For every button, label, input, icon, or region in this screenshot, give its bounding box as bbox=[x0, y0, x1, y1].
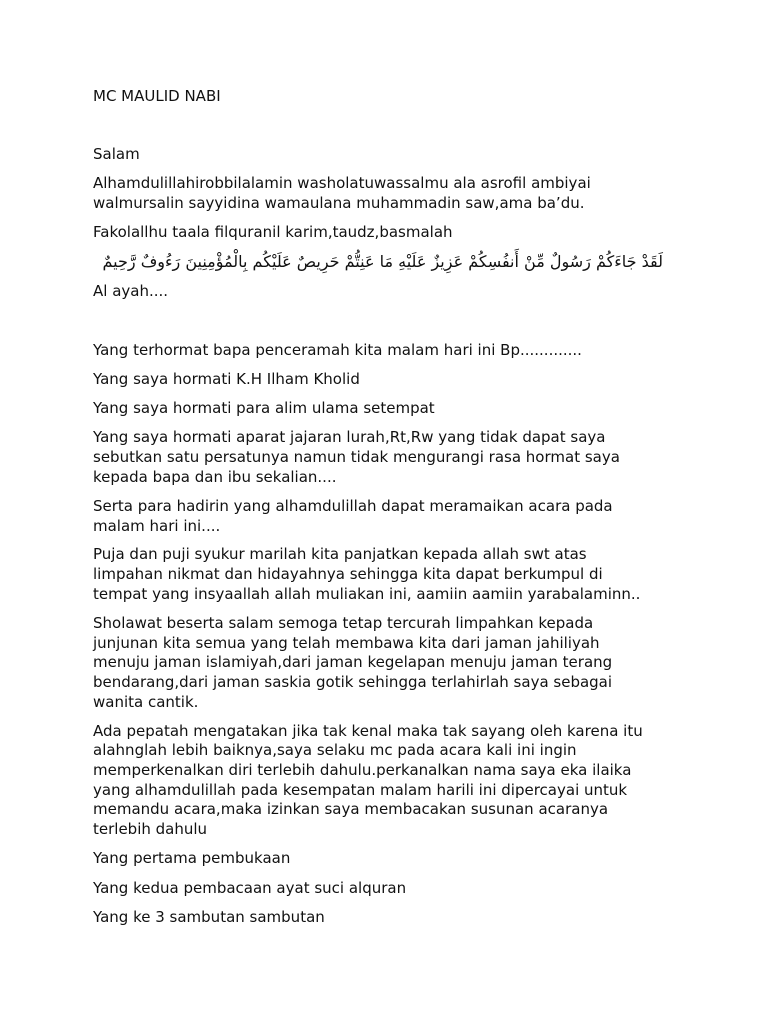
greeting-kh: Yang saya hormati K.H Ilham Kholid bbox=[93, 370, 360, 388]
pepatah-line-2: alahnglah lebih baiknya,saya selaku mc pada acara kali ini ingin bbox=[93, 741, 577, 759]
greeting-aparat-line-2: sebutkan satu persatunya namun tidak mengurangi rasa hormat saya bbox=[93, 448, 620, 466]
sholawat-line-5: wanita cantik. bbox=[93, 693, 199, 711]
al-ayah-line: Al ayah.... bbox=[93, 282, 169, 300]
pepatah-line-6: terlebih dahulu bbox=[93, 820, 208, 838]
greeting-aparat-line-3: kepada bapa dan ibu sekalian.... bbox=[93, 468, 337, 486]
sholawat-line-2: junjunan kita semua yang telah membawa kita dari jaman jahiliyah bbox=[93, 634, 600, 652]
salam-line: Salam bbox=[93, 145, 140, 163]
fakolallhu-line: Fakolallhu taala filquranil karim,taudz,basmalah bbox=[93, 223, 453, 241]
pepatah-line-3: memperkenalkan diri terlebih dahulu.perkanalkan nama saya eka ilaika bbox=[93, 761, 632, 779]
greeting-terhormat: Yang terhormat bapa penceramah kita malam hari ini Bp............. bbox=[93, 341, 582, 359]
pepatah-line-1: Ada pepatah mengatakan jika tak kenal maka tak sayang oleh karena itu bbox=[93, 722, 643, 740]
acara-ketiga: Yang ke 3 sambutan sambutan bbox=[93, 908, 325, 926]
acara-kedua: Yang kedua pembacaan ayat suci alquran bbox=[93, 879, 407, 897]
pepatah-line-4: yang alhamdulillah pada kesempatan malam harili ini dipercayai untuk bbox=[93, 781, 628, 799]
greeting-alim-ulama: Yang saya hormati para alim ulama setempat bbox=[93, 399, 435, 417]
hadirin-line-1: Serta para hadirin yang alhamdulillah dapat meramaikan acara pada bbox=[93, 497, 613, 515]
puja-line-1: Puja dan puji syukur marilah kita panjatkan kepada allah swt atas bbox=[93, 545, 587, 563]
puja-line-3: tempat yang insyaallah allah muliakan ini, aamiin aamiin yarabalaminn.. bbox=[93, 585, 641, 603]
greeting-aparat-line-1: Yang saya hormati aparat jajaran lurah,Rt,Rw yang tidak dapat saya bbox=[93, 428, 606, 446]
puja-line-2: limpahan nikmat dan hidayahnya sehingga kita dapat berkumpul di bbox=[93, 565, 603, 583]
arabic-verse: لَقَدْ جَاءَكُمْ رَسُولٌ مِّنْ أَنفُسِكُمْ عَزِيزٌ عَلَيْهِ مَا عَنِتُّمْ حَرِيصٌ عَلَيْكُم بِالْمُؤْمِنِينَ رَءُوفٌ رَّحِيمٌ bbox=[102, 252, 663, 271]
hadirin-line-2: malam hari ini.... bbox=[93, 517, 221, 535]
sholawat-line-1: Sholawat beserta salam semoga tetap tercurah limpahkan kepada bbox=[93, 614, 594, 632]
document-title: MC MAULID NABI bbox=[93, 87, 221, 105]
opening-line-2: walmursalin sayyidina wamaulana muhammadin saw,ama ba’du. bbox=[93, 194, 585, 212]
opening-line-1: Alhamdulillahirobbilalamin washolatuwassalmu ala asrofil ambiyai bbox=[93, 174, 591, 192]
sholawat-line-4: bendarang,dari jaman saskia gotik sehingga terlahirlah saya sebagai bbox=[93, 673, 613, 691]
pepatah-line-5: memandu acara,maka izinkan saya membacakan susunan acaranya bbox=[93, 800, 609, 818]
acara-pertama: Yang pertama pembukaan bbox=[93, 849, 291, 867]
sholawat-line-3: menuju jaman islamiyah,dari jaman kegelapan menuju jaman terang bbox=[93, 653, 613, 671]
